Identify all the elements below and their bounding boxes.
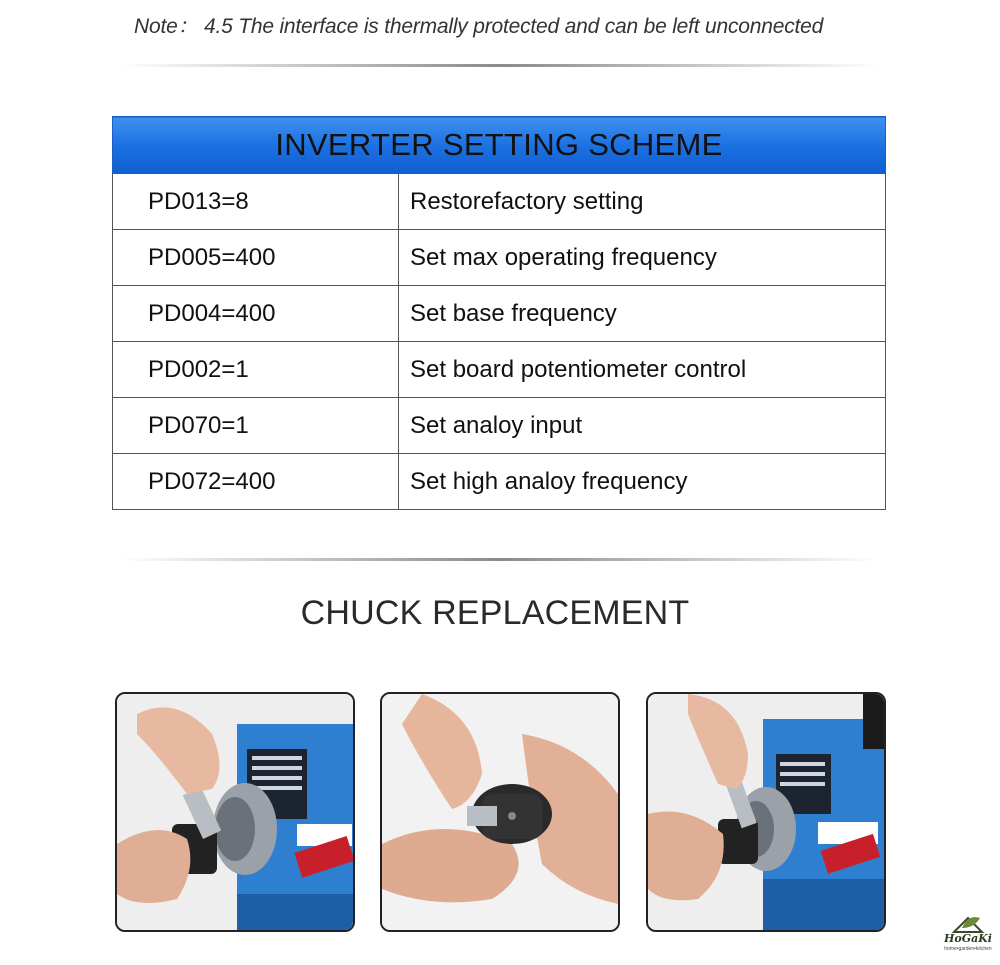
house-leaf-icon: [940, 912, 996, 934]
top-divider: [120, 64, 880, 67]
parameter-code: PD070=1: [113, 398, 399, 454]
chuck-step-3-photo: [646, 692, 886, 932]
parameter-code: PD013=8: [113, 174, 399, 230]
table-row: [113, 342, 886, 398]
table-row: [113, 286, 886, 342]
table-title: INVERTER SETTING SCHEME: [113, 117, 886, 174]
inverter-setting-table: [112, 116, 886, 510]
logo-brand: HoGaKi: [944, 932, 992, 945]
chuck-step-2-photo: [380, 692, 620, 932]
chuck-step-1-photo: [115, 692, 355, 932]
parameter-code: PD004=400: [113, 286, 399, 342]
parameter-description: Set high analoy frequency: [399, 454, 886, 510]
section-title: CHUCK REPLACEMENT: [300, 594, 690, 632]
logo-tagline: home•garden•kitchen: [944, 946, 992, 952]
middle-divider: [120, 558, 880, 561]
table-row: [113, 454, 886, 510]
hogaki-logo: [940, 912, 996, 960]
table-row: [113, 230, 886, 286]
parameter-code: PD072=400: [113, 454, 399, 510]
parameter-description: Set board potentiometer control: [399, 342, 886, 398]
parameter-code: PD005=400: [113, 230, 399, 286]
parameter-description: Set max operating frequency: [399, 230, 886, 286]
parameter-description: Restorefactory setting: [399, 174, 886, 230]
table-row: [113, 174, 886, 230]
parameter-description: Set base frequency: [399, 286, 886, 342]
note-text: Note： 4.5 The interface is thermally protected and can be left unconnected: [134, 15, 824, 38]
parameter-description: Set analoy input: [399, 398, 886, 454]
table-row: [113, 398, 886, 454]
parameter-code: PD002=1: [113, 342, 399, 398]
